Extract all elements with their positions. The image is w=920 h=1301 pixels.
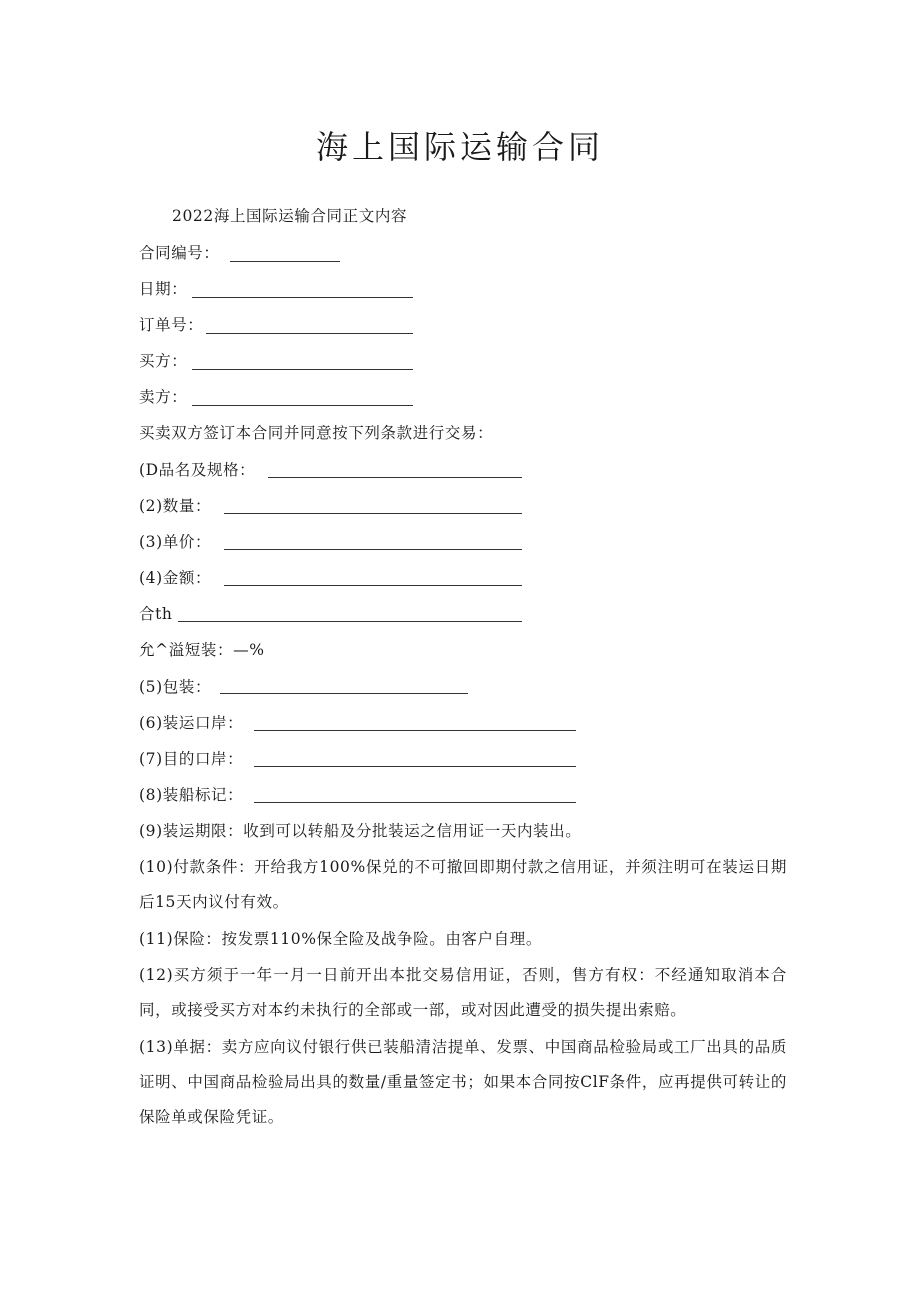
item-6-blank [254,730,576,731]
contract-number-blank [230,261,340,262]
seller-blank [192,405,413,406]
document-subtitle: 2022海上国际运输合同正文内容 [172,207,408,225]
item-4-label: (4)金额： [139,569,212,587]
item-8-blank [254,802,576,803]
clause-13: (13)单据：卖方应向议付银行供已装船清洁提单、发票、中国商品检验局或工厂出具的品质证明、中国商品检验局出具的数量/重量签定书；如果本合同按ClF条件，应再提供可转让的保险单或保险凭证。 [139,1038,787,1126]
total-blank [178,621,522,622]
item-5-blank [220,693,468,694]
clause-11: (11)保险：按发票110%保全险及战争险。由客户自理。 [139,930,542,948]
date-blank [192,297,413,298]
clause-12: (12)买方须于一年一月一日前开出本批交易信用证，否则，售方有权：不经通知取消本合同，或接受买方对本约未执行的全部或一部，或对因此遭受的损失提出索赔。 [139,966,787,1019]
item-1-blank [268,477,522,478]
order-number-label: 订单号： [139,316,204,334]
buyer-label: 买方： [139,352,188,370]
item-2-label: (2)数量： [139,497,212,515]
item-3-label: (3)单价： [139,533,212,551]
item-8-label: (8)装船标记： [139,786,244,804]
item-1-label: (D品名及规格： [139,461,256,479]
intro-text: 买卖双方签订本合同并同意按下列条款进行交易： [139,424,494,442]
order-number-blank [206,333,413,334]
item-9-text: (9)装运期限：收到可以转船及分批装运之信用证一天内装出。 [139,822,582,840]
seller-label: 卖方： [139,388,188,406]
item-7-label: (7)目的口岸： [139,750,244,768]
tolerance-text: 允^溢短装：—% [139,641,265,659]
item-3-blank [224,549,522,550]
buyer-blank [192,369,413,370]
contract-number-label: 合同编号： [139,244,220,262]
clause-10: (10)付款条件：开给我方100%保兑的不可撤回即期付款之信用证，并须注明可在装运日期后15天内议付有效。 [139,858,787,911]
item-2-blank [224,513,522,514]
item-7-blank [254,766,576,767]
total-label: 合th [139,605,173,623]
item-4-blank [224,585,522,586]
date-label: 日期： [139,280,188,298]
item-5-label: (5)包装： [139,678,212,696]
item-6-label: (6)装运口岸： [139,714,244,732]
page-title: 海上国际运输合同 [315,128,604,166]
